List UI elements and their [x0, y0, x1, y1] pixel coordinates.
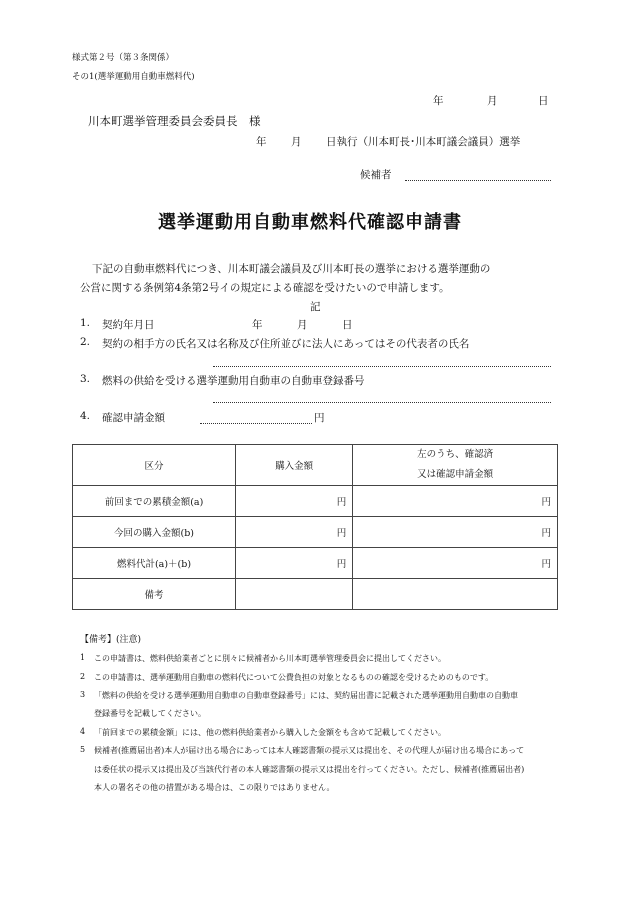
note-2-number: 2: [80, 672, 86, 681]
election-text: 日執行（川本町長･川本町議会議員）選挙: [326, 136, 521, 148]
date-month-label: 月: [487, 95, 498, 107]
note-4: 「前回までの累積金額」には、他の燃料供給業者から購入した金額をも含めて記載してください。: [94, 728, 446, 737]
note-5-line-1: 候補者(推薦届出者)本人が届け出る場合にあっては本人確認書類の提示又は提出を、その代理人が届け出る場合にあって: [94, 746, 525, 755]
item-3-label: 燃料の供給を受ける選挙運動用自動車の自動車登録番号: [102, 375, 365, 387]
item-1-day: 日: [342, 319, 353, 331]
intro-line-1: 下記の自動車燃料代につき、川本町議会議員及び川本町長の選挙における選挙運動の: [92, 263, 491, 275]
table-header-row: [73, 445, 558, 486]
table-row: [73, 548, 558, 579]
date-year-label: 年: [433, 95, 444, 107]
note-3-number: 3: [80, 690, 86, 699]
header-confirmed-amount: [353, 445, 558, 486]
row-label-previous: 前回までの累積金額(a): [73, 486, 236, 517]
table-row: [73, 486, 558, 517]
header-category: 区分: [73, 445, 236, 486]
item-3-number: 3.: [80, 373, 91, 385]
amount-table: [72, 444, 558, 610]
header-confirmed-line-2: 又は確認申請金額: [417, 469, 494, 480]
date-day-label: 日: [538, 95, 549, 107]
item-4-field[interactable]: [200, 423, 312, 424]
note-1: この申請書は、燃料供給業者ごとに別々に候補者から川本町選挙管理委員会に提出してください。: [94, 654, 446, 663]
row-label-current: 今回の購入金額(b): [73, 517, 236, 548]
form-number: 様式第２号（第３条関係）: [72, 53, 175, 63]
addressee: 川本町選挙管理委員会委員長 様: [88, 114, 261, 128]
candidate-label: 候補者: [360, 169, 392, 181]
ki-mark: 記: [310, 301, 321, 313]
election-year-label: 年: [256, 136, 267, 148]
item-1-label: 契約年月日: [102, 319, 155, 331]
table-row: [73, 579, 558, 610]
item-1-number: 1.: [80, 317, 91, 329]
cell-remarks-confirmed[interactable]: [353, 579, 558, 610]
page-title: 選挙運動用自動車燃料代確認申請書: [158, 212, 462, 233]
candidate-field[interactable]: [405, 180, 551, 181]
row-label-total: 燃料代計(a)＋(b): [73, 548, 236, 579]
intro-line-2: 公営に関する条例第4条第2号イの規定による確認を受けたいので申請します。: [80, 282, 450, 294]
header-purchase-amount: 購入金額: [236, 445, 353, 486]
row-label-remarks: 備考: [73, 579, 236, 610]
note-5-line-2: は委任状の提示又は提出及び当該代行者の本人確認書類の提示又は提出を行ってください。ただし、候補者(推薦届出者): [94, 765, 525, 774]
cell-remarks-purchase[interactable]: [236, 579, 353, 610]
item-4-number: 4.: [80, 410, 91, 422]
note-4-number: 4: [80, 727, 86, 736]
item-2-number: 2.: [80, 336, 91, 348]
table-row: [73, 517, 558, 548]
note-1-number: 1: [80, 653, 86, 662]
note-5-number: 5: [80, 745, 86, 754]
note-3-line-1: 「燃料の供給を受ける選挙運動用自動車の自動車登録番号」には、契約届出書に記載された選挙運動用自動車の自動車: [94, 691, 518, 700]
header-confirmed-line-1: 左のうち、確認済: [417, 449, 494, 460]
cell-previous-purchase[interactable]: 円: [236, 486, 353, 517]
cell-current-purchase[interactable]: 円: [236, 517, 353, 548]
item-3-field[interactable]: [213, 402, 551, 403]
item-1-year: 年: [252, 319, 263, 331]
notes-heading: 【備考】(注意): [80, 635, 142, 645]
note-5-line-3: 本人の署名その他の措置がある場合は、この限りではありません。: [94, 783, 335, 792]
cell-current-confirmed[interactable]: 円: [353, 517, 558, 548]
item-4-yen: 円: [314, 412, 325, 424]
election-month-label: 月: [291, 136, 302, 148]
item-1-month: 月: [297, 319, 308, 331]
form-subtitle: その1(選挙運動用自動車燃料代): [72, 72, 195, 82]
item-4-label: 確認申請金額: [102, 412, 165, 424]
note-3-line-2: 登録番号を記載してください。: [94, 709, 206, 718]
cell-previous-confirmed[interactable]: 円: [353, 486, 558, 517]
cell-total-confirmed[interactable]: 円: [353, 548, 558, 579]
item-2-label: 契約の相手方の氏名又は名称及び住所並びに法人にあってはその代表者の氏名: [102, 338, 470, 350]
item-2-field[interactable]: [213, 366, 551, 367]
note-2: この申請書は、選挙運動用自動車の燃料代について公費負担の対象となるものの確認を受けるためのものです。: [94, 673, 494, 682]
cell-total-purchase[interactable]: 円: [236, 548, 353, 579]
